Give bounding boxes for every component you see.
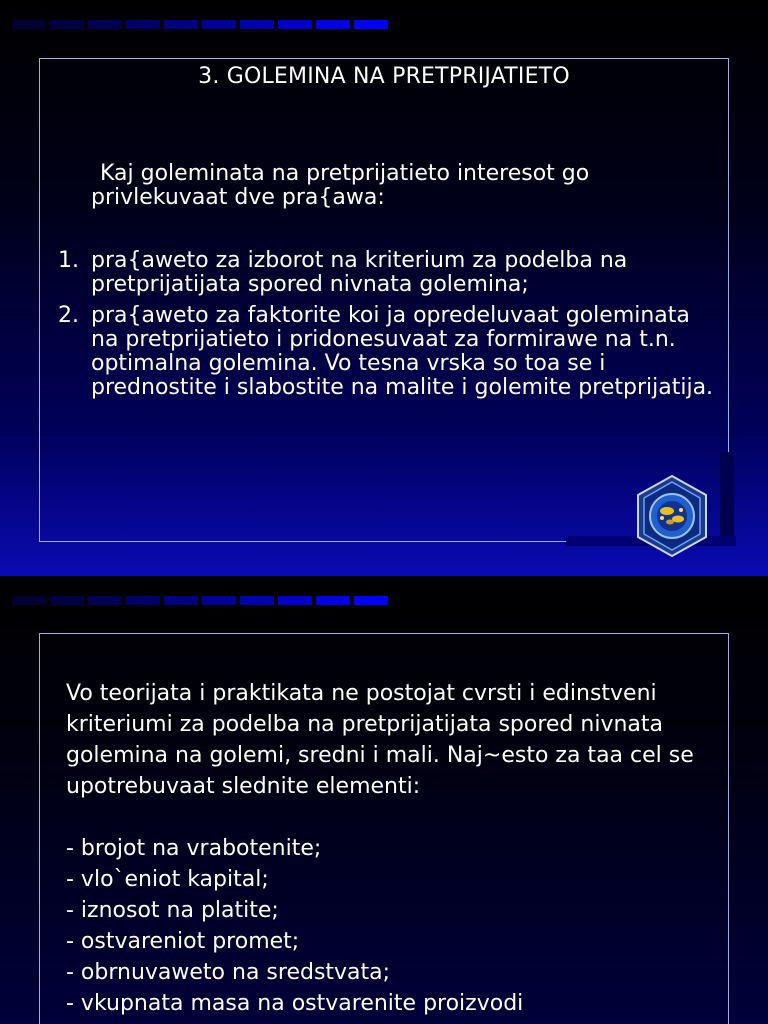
decorative-bar — [12, 596, 388, 605]
decorative-segment — [126, 596, 160, 605]
frame-gap — [720, 452, 734, 544]
decorative-segment — [126, 20, 160, 29]
decorative-bar — [12, 20, 388, 29]
intro-paragraph: Kaj goleminata na pretprijatieto interesot go privlekuvaat dve pra{awa: — [91, 161, 590, 210]
list-item — [58, 304, 718, 400]
decorative-segment — [240, 596, 274, 605]
decorative-segment — [240, 20, 274, 29]
decorative-segment — [12, 596, 46, 605]
list-item-text: pra{aweto za izborot na kriterium za podelba na pretprijatijata spored nivnata golemina; — [91, 248, 628, 297]
slide-2 — [0, 576, 768, 1024]
hexagon-emblem-icon — [636, 474, 708, 558]
body-text: Vo teorijata i praktikata ne postojat cvrsti i edinstveni kriteriumi za podelba na pretprijatijata spored nivnata golemina na golemi, sredni i mali. Naj~esto za taa cel se upotrebuvaat slednite elementi: - brojot na vrabotenite; - vlo`eniot kapital; - iznosot na platite; - ostvareniot promet; - obrnuvaweto na sredstvata; - vkupnata masa na ostvarenite proizvodi — [66, 681, 694, 1016]
decorative-segment — [50, 596, 84, 605]
list-number: 2. — [58, 303, 79, 328]
decorative-segment — [202, 596, 236, 605]
decorative-segment — [354, 596, 388, 605]
decorative-segment — [164, 596, 198, 605]
decorative-segment — [88, 596, 122, 605]
decorative-segment — [88, 20, 122, 29]
decorative-segment — [12, 20, 46, 29]
decorative-segment — [278, 20, 312, 29]
decorative-segment — [202, 20, 236, 29]
decorative-segment — [316, 596, 350, 605]
decorative-segment — [278, 596, 312, 605]
decorative-segment — [316, 20, 350, 29]
list-item — [58, 249, 718, 297]
decorative-segment — [354, 20, 388, 29]
question-list — [58, 249, 718, 407]
list-item-text: pra{aweto za faktorite koi ja opredeluvaat goleminata na pretprijatieto i pridonesuvaat za formirawe na t.n. optimalna golemina. Vo tesna vrska so toa se i prednostite i slabostite na malite i golemite pretprijatija. — [91, 303, 714, 400]
slide-title: 3. GOLEMINA NA PRETPRIJATIETO — [198, 64, 570, 89]
list-number: 1. — [58, 248, 79, 273]
decorative-segment — [50, 20, 84, 29]
decorative-segment — [164, 20, 198, 29]
